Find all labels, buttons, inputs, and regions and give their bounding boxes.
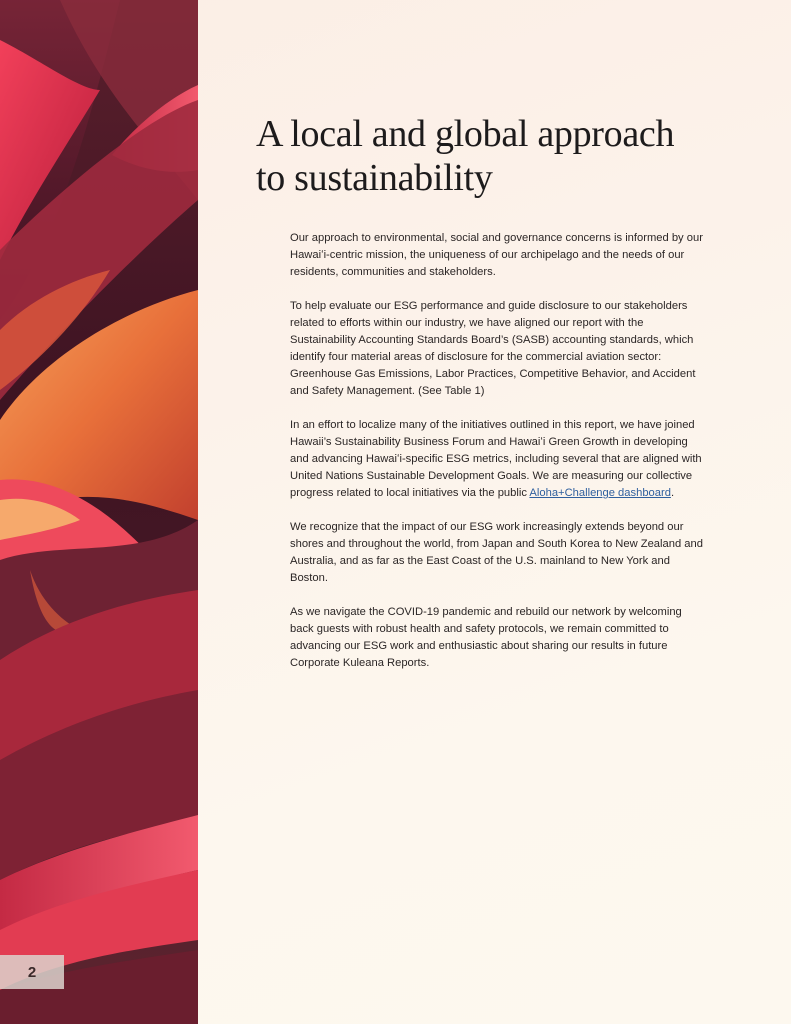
paragraph-global-impact: We recognize that the impact of our ESG work increasingly extends beyond our shores and throughout the world, from Japan and South Korea to New Zealand and Australia, and as far as the East Coast of the U.S. mainland to New York and Boston. bbox=[290, 521, 703, 584]
paragraph-localize bbox=[290, 417, 708, 502]
aloha-challenge-dashboard-link[interactable]: Aloha+Challenge dashboard bbox=[529, 487, 671, 499]
page-title bbox=[256, 112, 756, 200]
paragraph-sasb: To help evaluate our ESG performance and guide disclosure to our stakeholders related to efforts within our industry, we have aligned our report with the Sustainability Accounting Standards Board’s (SASB) accounting standards, which identify four material areas of disclosure for the commercial aviation sector: Greenhouse Gas Emissions, Labor Practices, Competitive Behavior, and Accident and Safety Management. (See Table 1) bbox=[290, 300, 696, 397]
body-text bbox=[290, 230, 708, 689]
page-number: 2 bbox=[27, 963, 37, 981]
page-title-line-2: to sustainability bbox=[256, 157, 493, 199]
paragraph-localize-end: . bbox=[670, 487, 675, 499]
paragraph-localize-text: In an effort to localize many of the initiatives outlined in this report, we have joined Hawaii’s Sustainability Business Forum and Hawaiʻi Green Growth in developing and advancing Hawaiʻi-specific ESG metrics, including several that are aligned with United Nations Sustainable Development Goals. We are measuring our collective progress related to local initiatives via the public bbox=[290, 419, 702, 499]
paragraph-mission: Our approach to environmental, social and governance concerns is informed by our Hawaiʻi-centric mission, the uniqueness of our archipelago and the needs of our residents, communities and stakeholders. bbox=[290, 232, 703, 278]
page-number-box bbox=[0, 955, 64, 989]
paragraph-covid: As we navigate the COVID-19 pandemic and rebuild our network by welcoming back guests with robust health and safety protocols, we remain committed to advancing our ESG work and enthusiastic about sharing our results in future Corporate Kuleana Reports. bbox=[290, 606, 682, 669]
page-title-line-1: A local and global approach bbox=[256, 113, 675, 155]
ti-leaf-photo bbox=[0, 0, 198, 1024]
